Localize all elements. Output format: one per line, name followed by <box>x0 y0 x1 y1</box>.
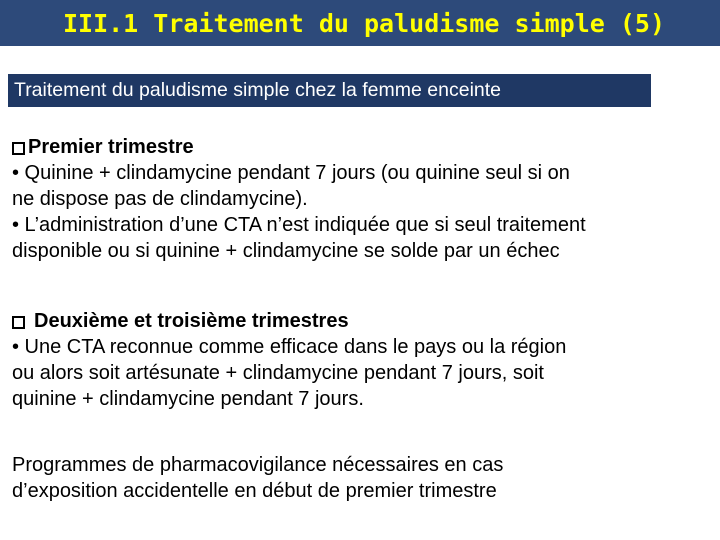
slide-title: III.1 Traitement du paludisme simple (5) <box>62 8 666 38</box>
text-line: • L’administration d’une CTA n’est indiquée que si seul traitement <box>12 214 586 236</box>
section-heading <box>12 134 712 160</box>
text-line: Programmes de pharmacovigilance nécessaires en cas <box>12 454 504 476</box>
text-line: • Une CTA reconnue comme efficace dans le pays ou la région <box>12 336 567 358</box>
heading-text: Deuxième et troisième trimestres <box>34 310 349 332</box>
section-heading <box>12 308 712 334</box>
subtitle-box <box>8 74 651 107</box>
text-line: ou alors soit artésunate + clindamycine pendant 7 jours, soit <box>12 362 544 384</box>
checkbox-icon <box>12 316 25 329</box>
title-bar <box>0 0 720 46</box>
heading-text: Premier trimestre <box>28 136 194 158</box>
checkbox-icon <box>12 142 25 155</box>
section-pharmacovigilance <box>12 452 712 504</box>
text-line: quinine + clindamycine pendant 7 jours. <box>12 388 364 410</box>
text-line: ne dispose pas de clindamycine). <box>12 188 308 210</box>
text-line: disponible ou si quinine + clindamycine se solde par un échec <box>12 240 560 262</box>
text-line: • Quinine + clindamycine pendant 7 jours (ou quinine seul si on <box>12 162 570 184</box>
section-first-trimester <box>12 134 712 264</box>
slide-subtitle: Traitement du paludisme simple chez la femme enceinte <box>14 79 502 101</box>
text-line: d’exposition accidentelle en début de premier trimestre <box>12 480 497 502</box>
section-second-third-trimesters <box>12 308 712 412</box>
